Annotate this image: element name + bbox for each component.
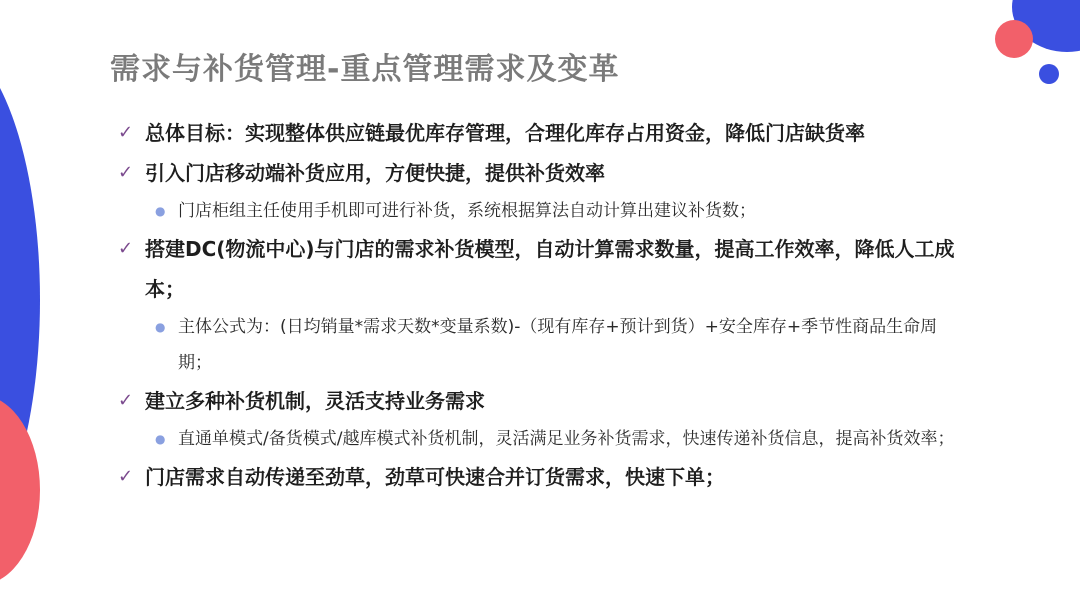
bullet-text: 引入门店移动端补货应用，方便快捷，提供补货效率 [145, 161, 605, 185]
decor-circle-left-red [0, 395, 40, 585]
bullet-text: 门店柜组主任使用手机即可进行补货，系统根据算法自动计算出建议补货数； [178, 201, 756, 221]
check-icon: ✓ [118, 162, 134, 183]
bullet-item-main [118, 229, 968, 309]
dot-icon: ● [155, 204, 166, 218]
check-icon: ✓ [118, 122, 134, 143]
bullet-item-main [118, 381, 968, 421]
check-icon: ✓ [118, 466, 134, 487]
bullet-list [118, 113, 968, 497]
bullet-item-main [118, 457, 968, 497]
decor-dot-top-right [1039, 64, 1059, 84]
bullet-item-main [118, 153, 968, 193]
slide-title: 需求与补货管理-重点管理需求及变革 [110, 52, 620, 87]
bullet-item-main [118, 113, 968, 153]
check-icon: ✓ [118, 238, 134, 259]
bullet-text: 建立多种补货机制，灵活支持业务需求 [145, 389, 485, 413]
bullet-item-sub [118, 193, 968, 229]
bullet-text: 主体公式为：(日均销量*需求天数*变量系数)-（现有库存+预计到货）+安全库存+季节性商品生命周期； [178, 317, 938, 373]
bullet-text: 总体目标：实现整体供应链最优库存管理，合理化库存占用资金，降低门店缺货率 [145, 121, 865, 145]
bullet-text: 直通单模式/备货模式/越库模式补货机制，灵活满足业务补货需求，快速传递补货信息，提高补货效率； [178, 429, 955, 449]
bullet-text: 门店需求自动传递至劲草，劲草可快速合并订货需求，快速下单； [145, 465, 725, 489]
decor-circle-top-right-red [995, 20, 1033, 58]
bullet-text: 搭建DC(物流中心)与门店的需求补货模型，自动计算需求数量，提高工作效率，降低人工成本； [145, 237, 955, 301]
bullet-item-sub [118, 421, 968, 457]
bullet-item-sub [118, 309, 968, 381]
check-icon: ✓ [118, 390, 134, 411]
dot-icon: ● [155, 432, 166, 446]
dot-icon: ● [155, 320, 166, 334]
